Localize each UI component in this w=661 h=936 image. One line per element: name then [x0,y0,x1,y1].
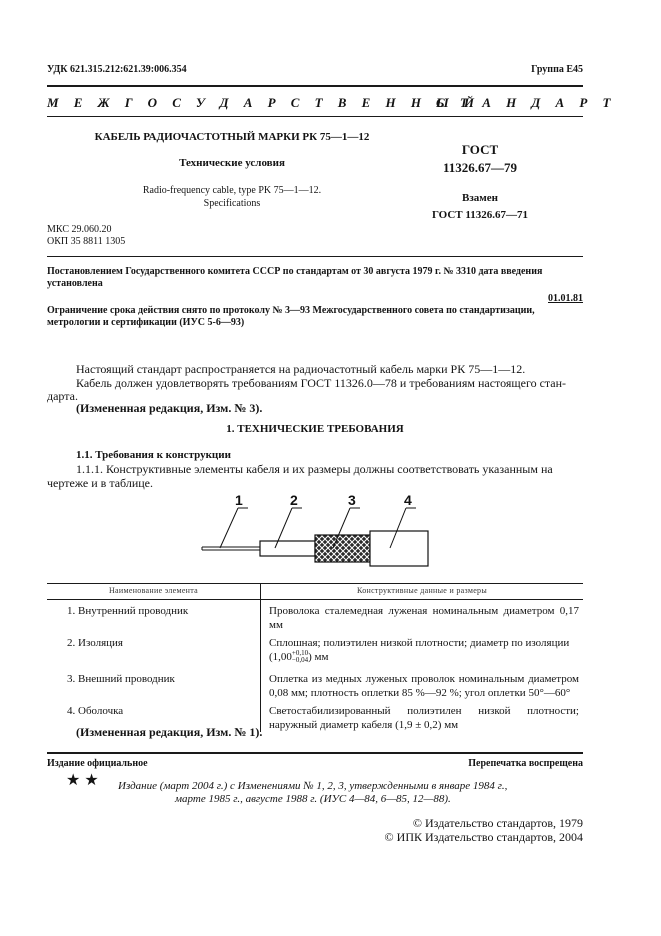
banner-word-2: СТАНДАРТ [436,95,626,110]
cable-drawing [190,488,450,568]
table-row [47,632,583,668]
edition-line1: Издание (март 2004 г.) с Изменениями № 1, 2, 3, утвержденными в январе 1984 г., [118,780,508,792]
row-value [261,632,584,668]
spec-table [47,584,583,732]
edition-line2: марте 1985 г., августе 1988 г. (ИУС 4—84, 6—85, 12—88). [175,793,451,805]
clause-line1: 1.1.1. Конструктивные элементы кабеля и их размеры должны соответствовать указанным на [76,462,553,476]
column-header-element: Наименование элемента [47,584,261,600]
banner-word-1: МЕЖГОСУДАРСТВЕННЫЙ [47,95,490,110]
leader-1 [220,508,238,548]
row-value-post: ) мм [308,651,329,663]
amendment-note-3: (Измененная редакция, Изм. № 3). [76,401,263,415]
section-heading: 1. ТЕХНИЧЕСКИЕ ТРЕБОВАНИЯ [226,423,404,435]
column-header-data: Конструктивные данные и размеры [261,584,584,600]
tolerance-fraction [292,650,308,664]
row-value: Проволока сталемедная луженая номинальным диаметром 0,17 мм [261,600,584,633]
amendment-note-1: (Измененная редакция, Изм. № 1). [76,725,263,739]
drawing-label-3: 3 [348,492,356,508]
row-name: 1. Внутренний проводник [67,605,189,617]
row-value-text: Сплошная; полиэтилен низкой плотности; диаметр по изоляции [269,637,570,649]
inner-conductor [202,547,260,550]
row-value-pre: (1,00 [269,651,292,663]
okp-code: ОКП 35 8811 1305 [47,236,126,247]
title-rule [47,256,583,257]
stars: ★ ★ [66,772,99,789]
replaces-label: Взамен [462,192,498,204]
table-row [47,600,583,633]
tolerance-upper: +0,10 [291,649,309,658]
banner-rule [47,116,583,117]
document-title: КАБЕЛЬ РАДИОЧАСТОТНЫЙ МАРКИ РК 75—1—12 [94,131,370,143]
drawing-label-4: 4 [404,492,412,508]
row-name: 4. Оболочка [67,705,124,717]
mks-code: МКС 29.060.20 [47,224,112,235]
gost-label: ГОСТ [461,142,499,157]
drawing-label-2: 2 [290,492,298,508]
footer-rule [47,752,583,754]
jacket [370,531,428,566]
row-name: 3. Внешний проводник [67,673,175,685]
outer-conductor-braid [315,535,370,562]
limit-line2: метрологии и сертификации (ИУС 5-6—93) [47,317,245,328]
english-title-line1: Radio-frequency cable, type PK 75—1—12. [142,185,322,196]
copyright-2004: © ИПК Издательство стандартов, 2004 [384,830,583,844]
intro-paragraph-2-line2: дарта. [47,389,78,403]
row-value: Светостабилизированный полиэтилен низкой плотности; наружный диаметр кабеля (1,9 ± 0,2) мм [261,700,584,732]
row-name: 2. Изоляция [67,637,123,649]
top-rule [47,85,583,87]
table-header-row [47,584,583,600]
document-subtitle: Технические условия [179,157,285,169]
subsection-heading: 1.1. Требования к конструкции [76,449,231,461]
row-value: Оплетка из медных луженых проволок номинальным диаметром 0,08 мм; плотность оплетки 85 %—92 %; угол оплетки 50°—60° [261,668,584,700]
reprint-prohibited: Перепечатка воспрещена [468,758,583,769]
insulation [260,541,315,556]
decree-line2: установлена [47,278,103,289]
table-row [47,668,583,700]
english-title-line2: Specifications [203,198,261,209]
udk-code: УДК 621.315.212:621.39:006.354 [47,64,187,75]
replaces-number: ГОСТ 11326.67—71 [431,209,529,221]
clause-line2: чертеже и в таблице. [47,476,154,490]
official-edition: Издание официальное [47,758,148,769]
introduction-date: 01.01.81 [548,293,583,304]
drawing-label-1: 1 [235,492,243,508]
decree-line1: Постановлением Государственного комитета СССР по стандартам от 30 августа 1979 г. № 3310 дата введения [47,266,543,277]
tolerance-lower: −0,04 [291,656,309,665]
gost-number: 11326.67—79 [442,160,518,175]
limit-line1: Ограничение срока действия снято по протоколу № 3—93 Межгосударственного совета по стандартизации, [47,305,535,316]
group-code: Группа Е45 [531,64,583,75]
copyright-1979: © Издательство стандартов, 1979 [412,816,583,830]
intro-paragraph-2-line1: Кабель должен удовлетворять требованиям ГОСТ 11326.0—78 и требованиям настоящего стан- [76,376,567,390]
intro-paragraph-1: Настоящий стандарт распространяется на радиочастотный кабель марки РК 75—1—12. [76,362,526,376]
